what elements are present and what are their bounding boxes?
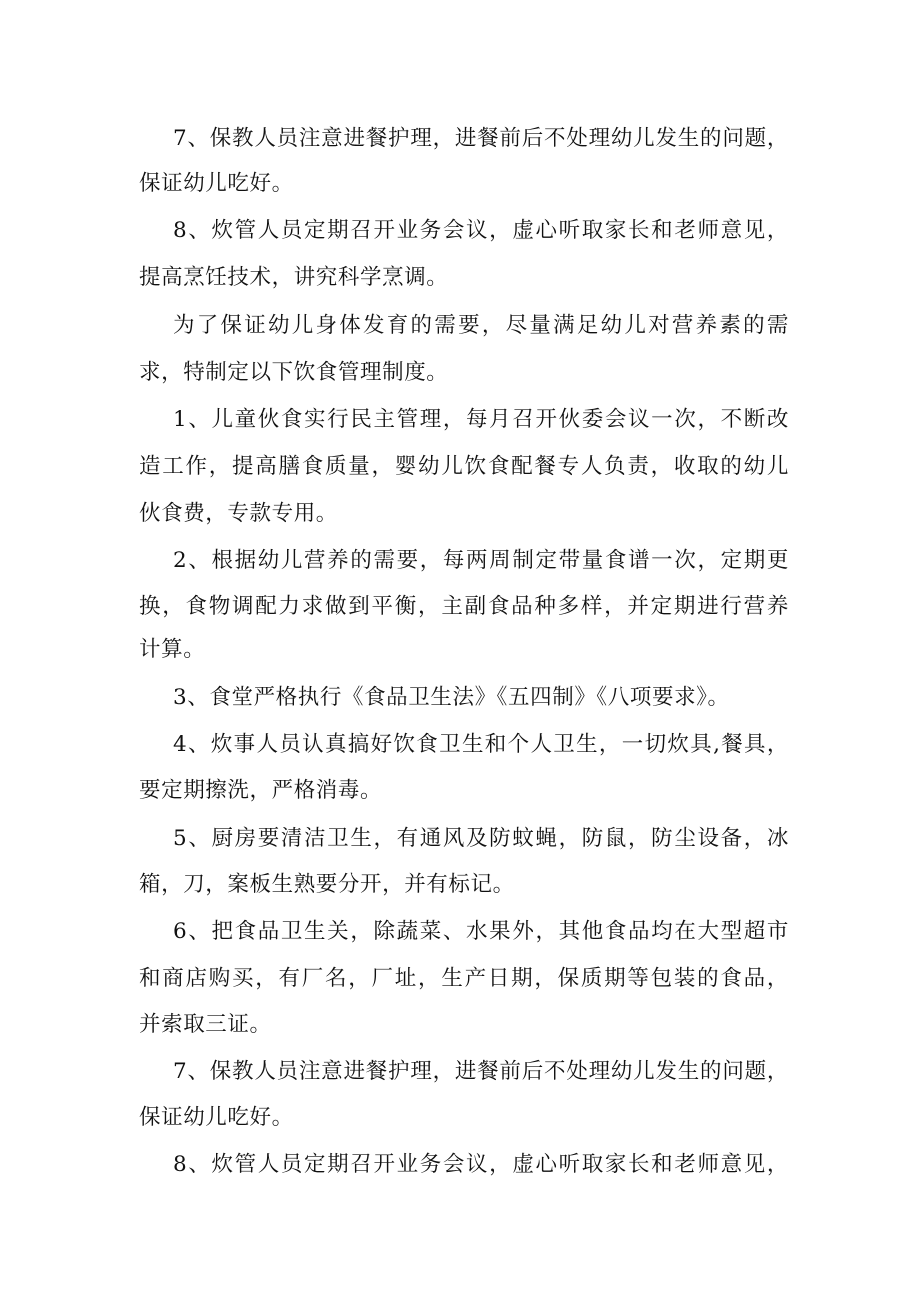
repeat-paragraph-8-line-1: 8、炊管人员定期召开业务会议，虚心听取家长和老师意见， (173, 1152, 789, 1177)
paragraph-8-line-2: 提高烹饪技术，讲究科学烹调。 (139, 265, 449, 290)
intro-paragraph-line-2: 求，特制定以下饮食管理制度。 (139, 360, 449, 385)
rule-5-line-2: 箱，刀，案板生熟要分开，并有标记。 (139, 872, 515, 897)
rule-2-line-2: 换，食物调配力求做到平衡，主副食品种多样，并定期进行营养 (139, 594, 789, 619)
repeat-paragraph-7-line-1: 7、保教人员注意进餐护理，进餐前后不处理幼儿发生的问题， (173, 1059, 789, 1084)
rule-2-line-1: 2、根据幼儿营养的需要，每两周制定带量食谱一次，定期更 (173, 548, 789, 573)
rule-1-line-1: 1、儿童伙食实行民主管理，每月召开伙委会议一次，不断改 (173, 407, 789, 432)
rule-1-line-2: 造工作，提高膳食质量，婴幼儿饮食配餐专人负责，收取的幼儿 (139, 454, 789, 479)
rule-4-line-2: 要定期擦洗，严格消毒。 (139, 778, 383, 803)
rule-1-line-3: 伙食费，专款专用。 (139, 501, 338, 526)
rule-6-line-2: 和商店购买，有厂名，厂址，生产日期，保质期等包装的食品， (139, 966, 789, 991)
paragraph-8-line-1: 8、炊管人员定期召开业务会议，虚心听取家长和老师意见， (173, 218, 789, 243)
intro-paragraph-line-1: 为了保证幼儿身体发育的需要，尽量满足幼儿对营养素的需 (173, 313, 789, 338)
rule-3-line-1: 3、食堂严格执行《食品卫生法》《五四制》《八项要求》。 (173, 685, 730, 710)
repeat-paragraph-7-line-2: 保证幼儿吃好。 (139, 1105, 294, 1130)
rule-6-line-3: 并索取三证。 (139, 1012, 272, 1037)
rule-2-line-3: 计算。 (139, 637, 206, 662)
rule-5-line-1: 5、厨房要清洁卫生，有通风及防蚊蝇，防鼠，防尘设备，冰 (173, 826, 789, 851)
paragraph-7-line-2: 保证幼儿吃好。 (139, 171, 294, 196)
paragraph-7-line-1: 7、保教人员注意进餐护理，进餐前后不处理幼儿发生的问题， (173, 126, 789, 151)
rule-6-line-1: 6、把食品卫生关，除蔬菜、水果外，其他食品均在大型超市 (173, 919, 789, 944)
rule-4-line-1: 4、炊事人员认真搞好饮食卫生和个人卫生，一切炊具,餐具， (173, 732, 789, 757)
